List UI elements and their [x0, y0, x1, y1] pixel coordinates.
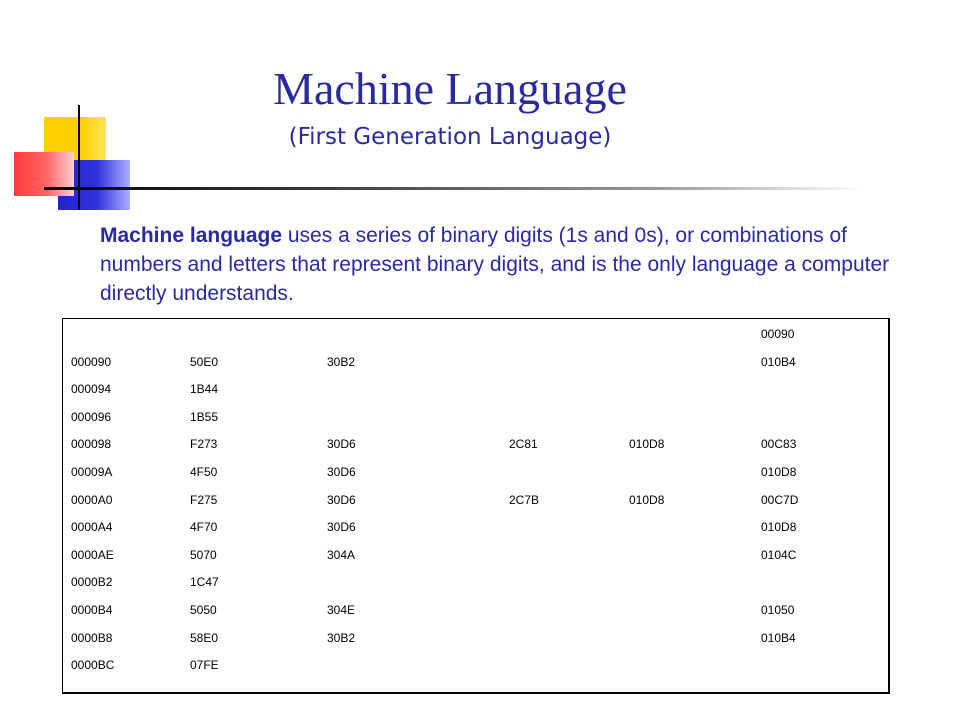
table-row [63, 571, 888, 593]
table-row [63, 516, 888, 538]
table-cell: 30B2 [327, 630, 356, 645]
table-cell: 0000B8 [71, 630, 113, 645]
table-cell: 010D8 [761, 465, 797, 479]
table-cell: 5050 [190, 603, 217, 617]
table-cell: 1B44 [190, 382, 219, 397]
table-cell: 58E0 [190, 630, 219, 645]
table-cell: 01050 [761, 603, 795, 617]
slide-subtitle: (First Generation Language) [288, 124, 612, 150]
table-cell: 30D6 [327, 437, 356, 452]
table-row [63, 433, 888, 455]
table-cell: 30B2 [327, 354, 356, 369]
table-cell: 4F70 [190, 520, 218, 535]
table-cell: 00009A [71, 465, 113, 479]
table-cell: 304A [327, 547, 356, 562]
table-cell: 0000BC [71, 658, 115, 673]
table-cell: 00C7D [761, 492, 799, 507]
table-cell: 010B4 [761, 354, 796, 369]
table-cell: F275 [190, 492, 218, 507]
table-cell: 010B4 [761, 630, 796, 645]
table-row [63, 323, 888, 345]
table-row [63, 599, 888, 621]
table-cell: 000098 [71, 437, 112, 452]
table-cell: 010D8 [629, 437, 665, 452]
table-row [63, 627, 888, 649]
table-cell: 5070 [190, 547, 217, 562]
table-row [63, 378, 888, 400]
table-cell: 000094 [71, 382, 112, 397]
table-cell: 1C47 [190, 575, 219, 590]
intro-text: uses a series of binary digits (1s and 0s), or combinations of numbers and letters that represent binary digits, and is the only language a computer directly understands. [100, 224, 890, 305]
table-cell: 30D6 [327, 492, 356, 507]
table-cell: 00090 [761, 327, 795, 341]
table-cell: 0000B2 [71, 575, 113, 590]
table-cell: 1B55 [190, 409, 219, 424]
table-row [63, 351, 888, 373]
table-row [63, 406, 888, 428]
table-row [63, 461, 888, 483]
table-cell: 010D8 [629, 492, 665, 507]
table-cell: 0000A0 [71, 492, 113, 507]
title-underline-divider [44, 187, 864, 190]
table-cell: 000090 [71, 354, 112, 369]
table-cell: 00C83 [761, 437, 797, 452]
table-cell: 0104C [761, 547, 797, 562]
table-cell: 304E [327, 603, 356, 617]
table-cell: 30D6 [327, 520, 356, 535]
table-row [63, 489, 888, 511]
table-row [63, 544, 888, 566]
table-cell: 0000B4 [71, 603, 113, 617]
table-cell: 50E0 [190, 354, 219, 369]
table-cell: 0000AE [71, 547, 114, 562]
table-cell: 07FE [190, 658, 219, 673]
decorative-vertical-line [78, 105, 80, 210]
table-cell: 2C7B [509, 492, 540, 507]
table-row [63, 654, 888, 676]
intro-term: Machine language [100, 224, 283, 247]
table-cell: 2C81 [509, 437, 538, 452]
table-cell: 010D8 [761, 520, 797, 535]
slide-title: Machine Language [273, 63, 627, 114]
machine-code-table [62, 318, 890, 694]
table-cell: 4F50 [190, 465, 218, 479]
table-cell: 30D6 [327, 465, 356, 479]
table-cell: 0000A4 [71, 520, 113, 535]
table-cell: F273 [190, 437, 218, 452]
table-cell: 000096 [71, 409, 112, 424]
intro-paragraph [100, 221, 900, 308]
